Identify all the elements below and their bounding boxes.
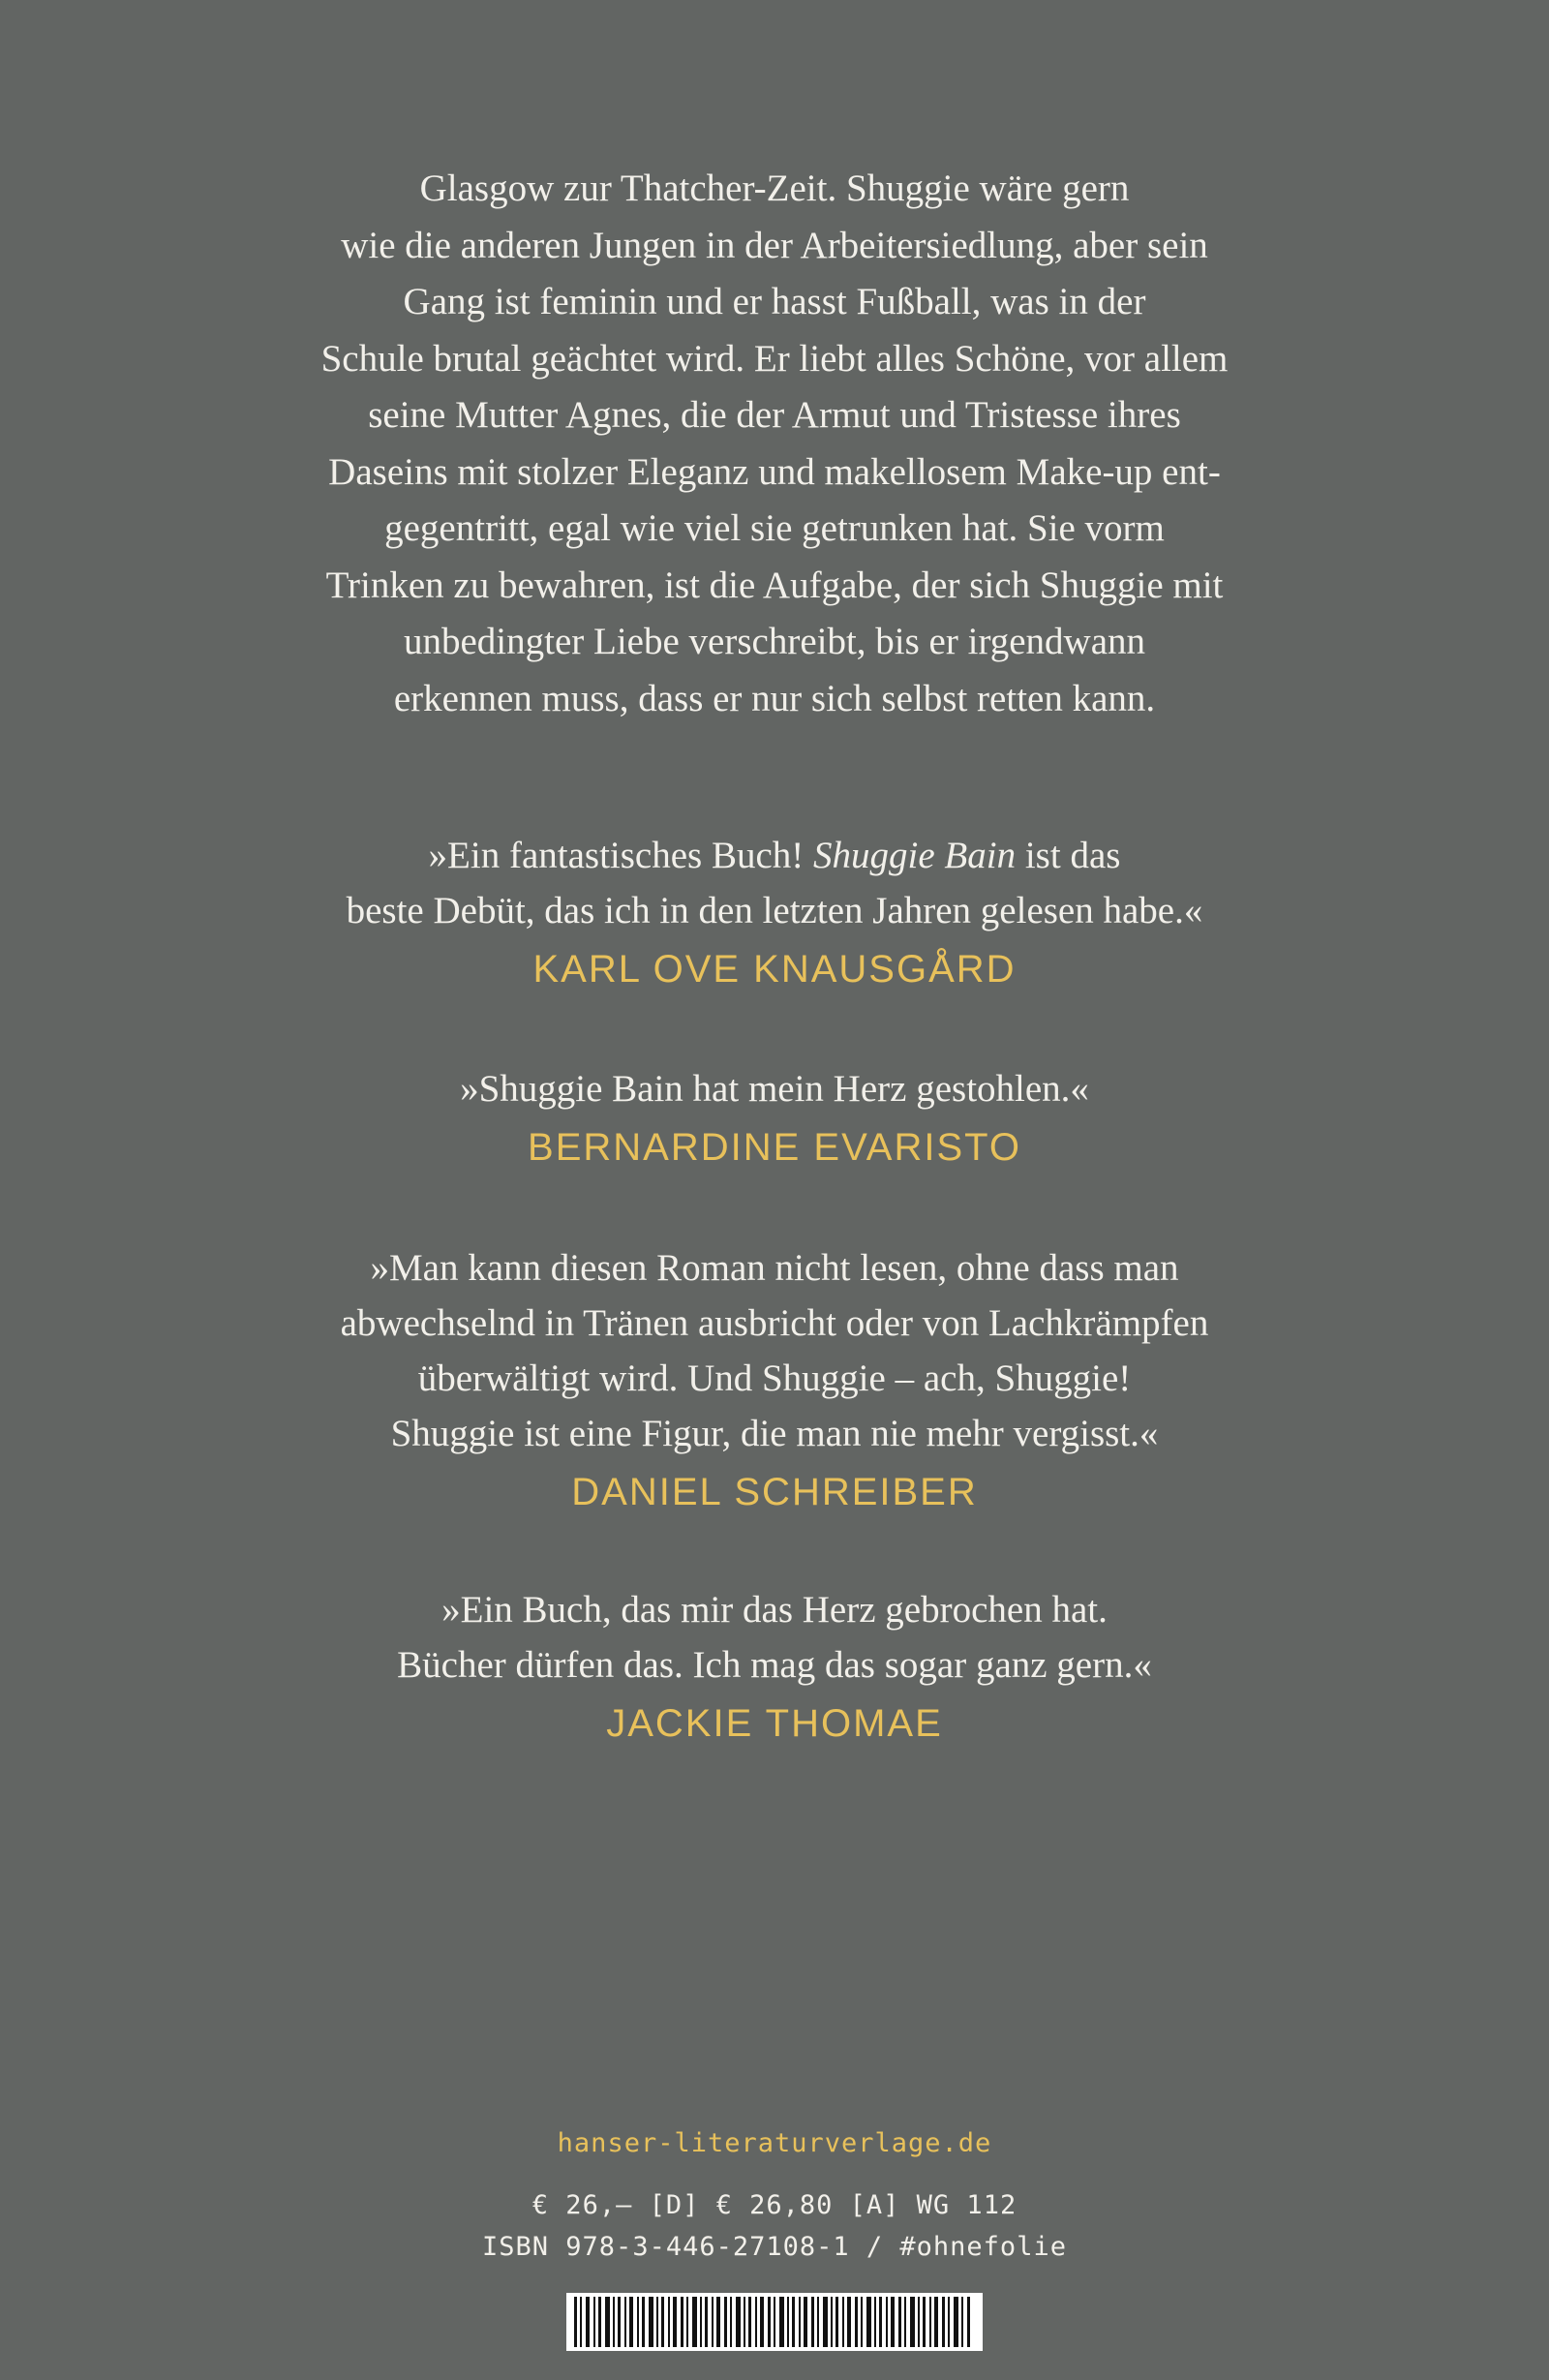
blurb-line: Gang ist feminin und er hasst Fußball, was in der bbox=[403, 281, 1146, 322]
blurb-line: erkennen muss, dass er nur sich selbst retten kann. bbox=[393, 677, 1156, 719]
quote-author: DANIEL SCHREIBER bbox=[571, 1471, 978, 1513]
blurb-line: Daseins mit stolzer Eleganz und makellosem Make-up ent- bbox=[328, 450, 1221, 493]
price-info: € 26,– [D] € 26,80 [A] WG 112 bbox=[532, 2190, 1017, 2220]
publisher-url[interactable]: hanser-literaturverlage.de bbox=[557, 2128, 992, 2158]
quote-schreiber bbox=[194, 1240, 1355, 1523]
quote-text: ist das bbox=[1016, 835, 1121, 876]
isbn: ISBN 978-3-446-27108-1 / #ohnefolie bbox=[482, 2232, 1067, 2262]
blurb-line: gegentritt, egal wie viel sie getrunken hat. Sie vorm bbox=[384, 507, 1165, 549]
quote-thomae bbox=[194, 1582, 1355, 1754]
quote-line: »Man kann diesen Roman nicht lesen, ohne dass man bbox=[370, 1247, 1179, 1289]
quote-line: abwechselnd in Tränen ausbricht oder von Lachkrämpfen bbox=[340, 1302, 1209, 1344]
quote-line: »Ein Buch, das mir das Herz gebrochen hat. bbox=[441, 1589, 1108, 1631]
blurb-line: Trinken zu bewahren, ist die Aufgabe, der sich Shuggie mit bbox=[325, 564, 1224, 606]
quote-text: »Ein fantastisches Buch! bbox=[428, 835, 814, 876]
quote-author: JACKIE THOMAE bbox=[606, 1702, 943, 1745]
barcode bbox=[566, 2293, 983, 2351]
quote-line: beste Debüt, das ich in den letzten Jahren gelesen habe.« bbox=[346, 890, 1203, 931]
quote-evaristo bbox=[194, 1061, 1355, 1178]
blurb-line: Glasgow zur Thatcher-Zeit. Shuggie wäre gern bbox=[419, 168, 1130, 209]
quote-knausgard bbox=[194, 828, 1355, 1000]
blurb-line: wie die anderen Jungen in der Arbeitersiedlung, aber sein bbox=[341, 224, 1208, 266]
blurb-line: seine Mutter Agnes, die der Armut und Tristesse ihres bbox=[368, 394, 1181, 436]
blurb-line: Schule brutal geächtet wird. Er liebt alles Schöne, vor allem bbox=[320, 337, 1229, 380]
barcode-icon bbox=[566, 2293, 983, 2351]
quote-line: überwältigt wird. Und Shuggie – ach, Shuggie! bbox=[417, 1358, 1132, 1399]
quote-line: »Shuggie Bain hat mein Herz gestohlen.« bbox=[460, 1068, 1089, 1110]
blurb-line: unbedingter Liebe verschreibt, bis er irgendwann bbox=[403, 621, 1146, 662]
blurb bbox=[232, 161, 1317, 727]
quote-line: Bücher dürfen das. Ich mag das sogar ganz gern.« bbox=[397, 1644, 1152, 1686]
book-title: Shuggie Bain bbox=[813, 835, 1017, 876]
quote-line: Shuggie ist eine Figur, die man nie mehr vergisst.« bbox=[390, 1413, 1159, 1454]
quote-line bbox=[194, 828, 1355, 883]
quote-author: BERNARDINE EVARISTO bbox=[528, 1126, 1021, 1169]
quote-author: KARL OVE KNAUSGÅRD bbox=[532, 948, 1017, 991]
